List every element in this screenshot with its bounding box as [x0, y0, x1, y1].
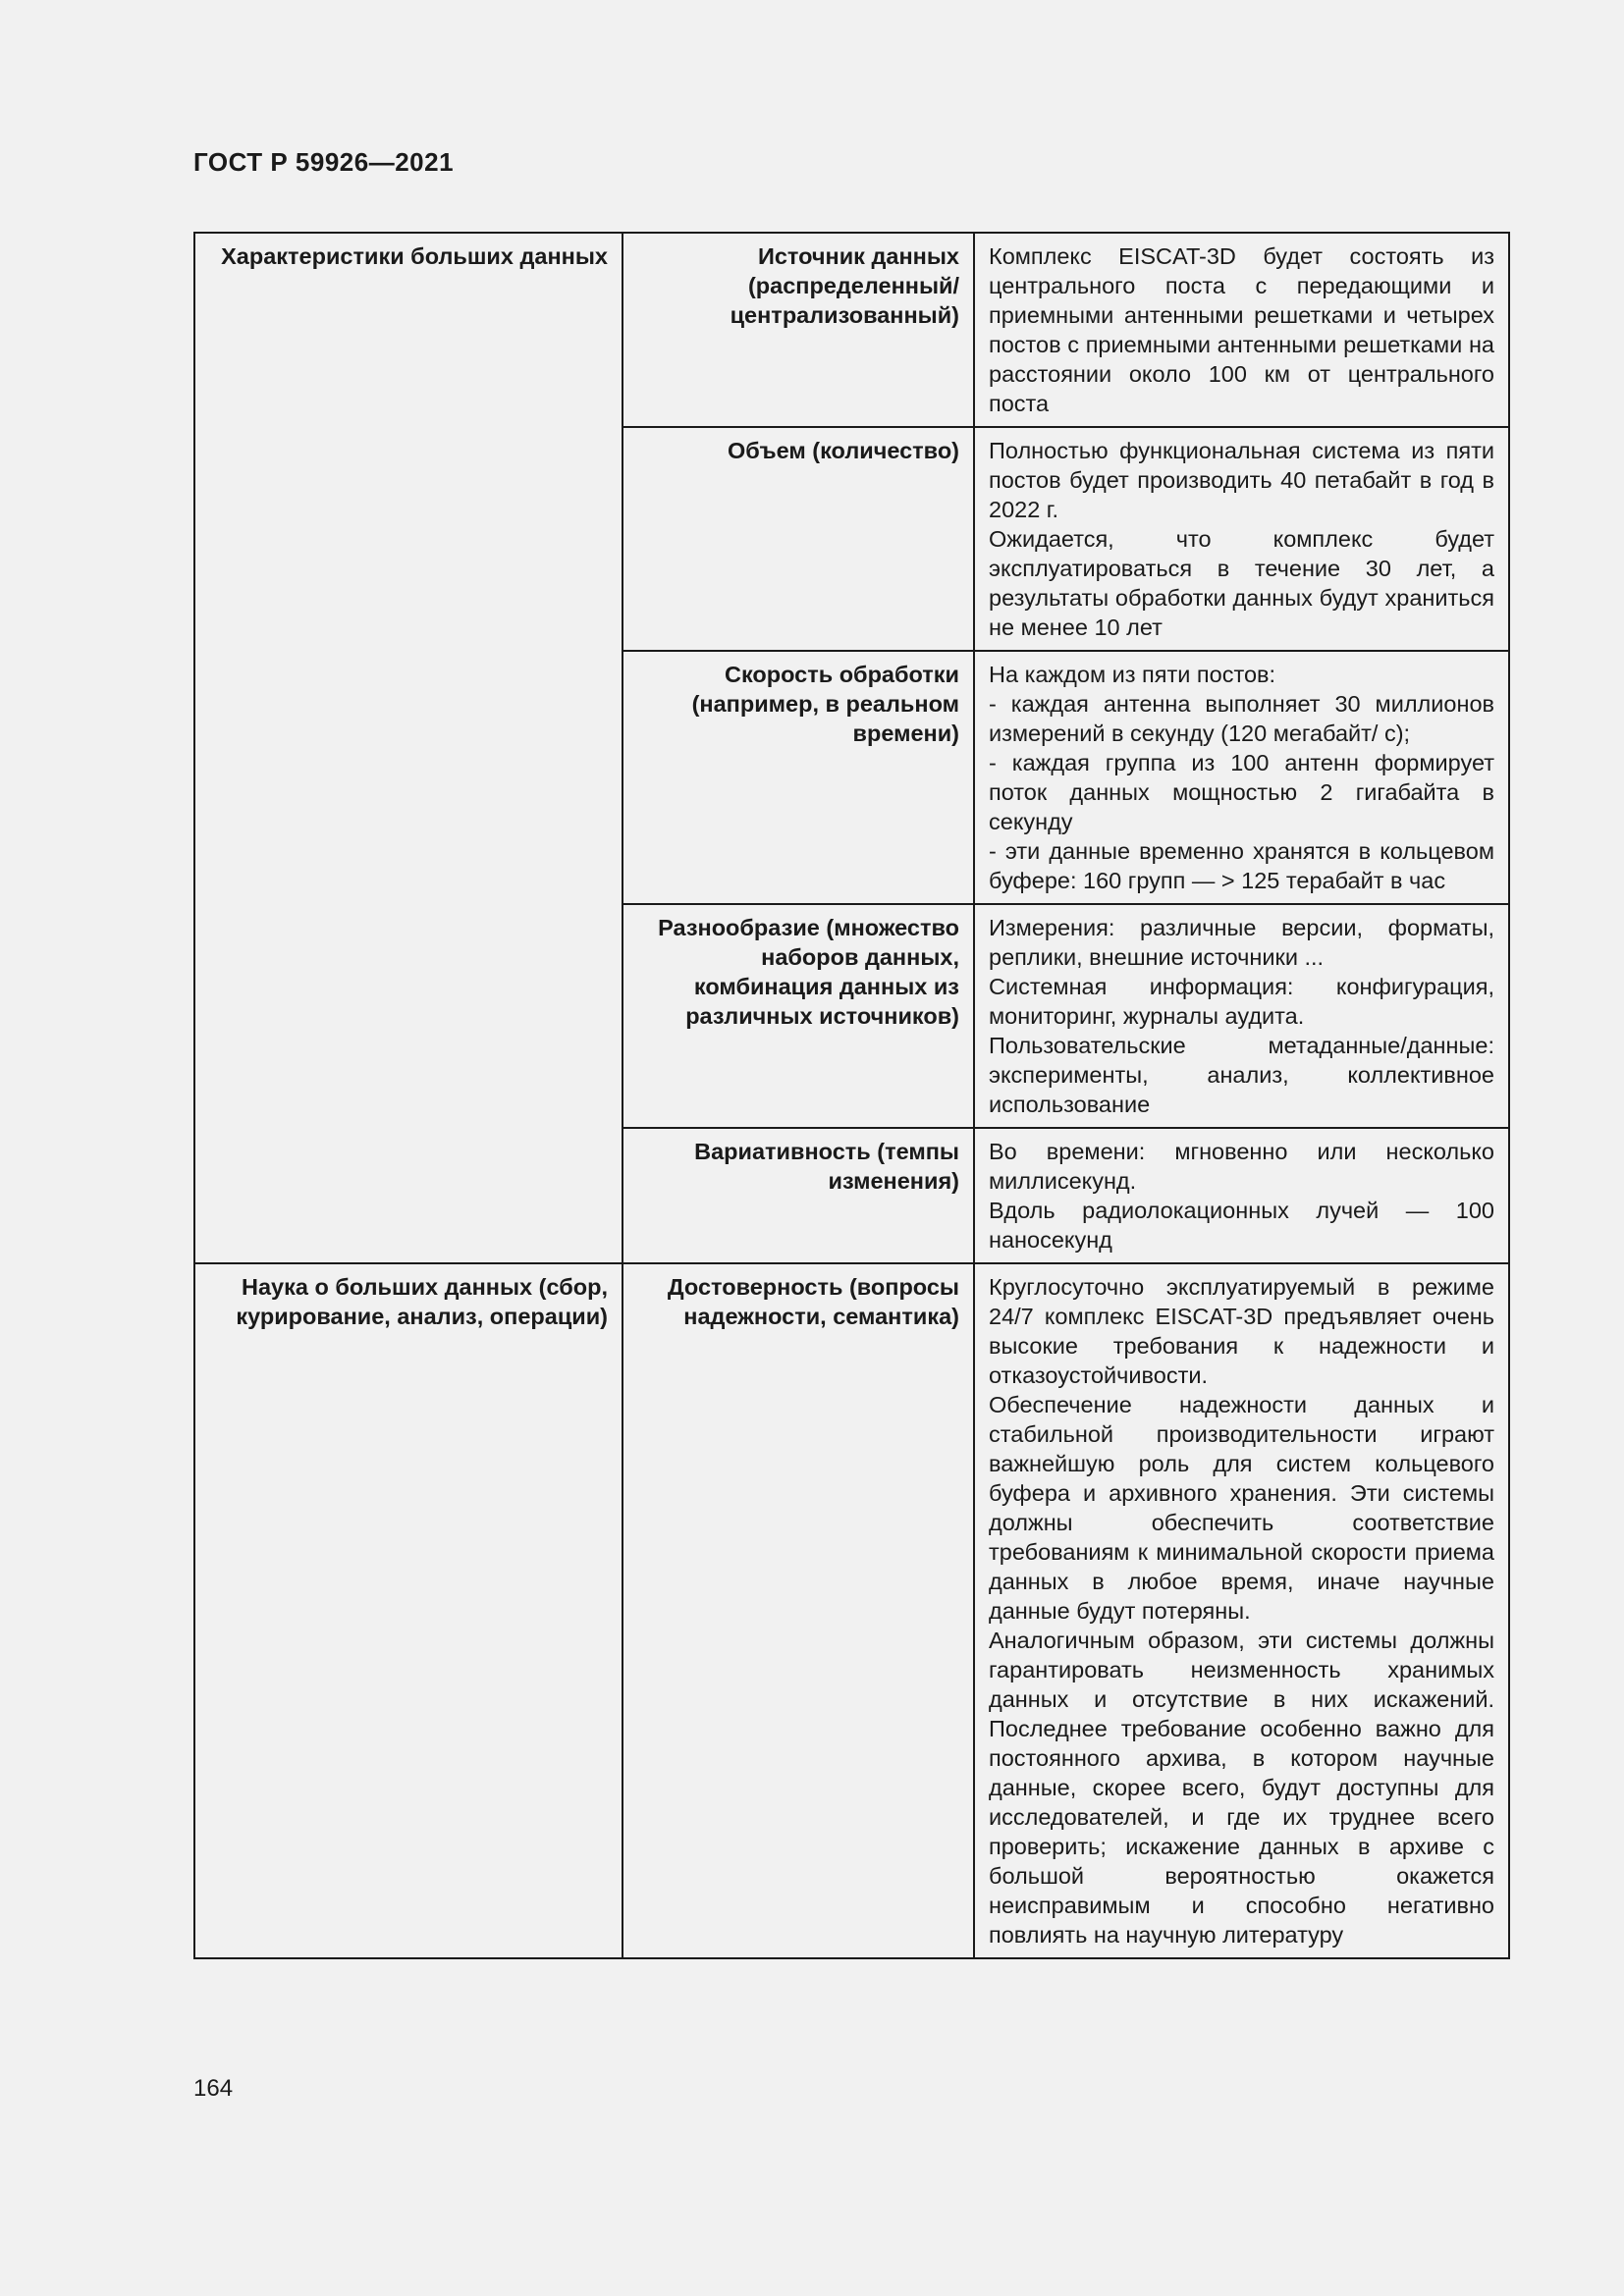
description-paragraph: Полностью функциональная система из пяти постов будет производить 40 петабайт в год в 2022 г. [989, 438, 1494, 522]
description-paragraph: Системная информация: конфигурация, мониторинг, журналы аудита. [989, 974, 1494, 1029]
description-paragraph: - каждая группа из 100 антенн формирует поток данных мощностью 2 гигабайта в секунду [989, 750, 1494, 834]
parameter-cell: Скорость обработки (например, в реальном времени) [623, 651, 974, 904]
page-number: 164 [193, 2075, 234, 2102]
parameter-cell: Объем (количество) [623, 427, 974, 651]
description-paragraph: Ожидается, что комплекс будет эксплуатироваться в течение 30 лет, а результаты обработки данных будут храниться не менее 10 лет [989, 526, 1494, 640]
description-paragraph: Измерения: различные версии, форматы, реплики, внешние источники ... [989, 915, 1494, 970]
description-paragraph: - эти данные временно хранятся в кольцевом буфере: 160 групп — > 125 терабайт в час [989, 838, 1494, 893]
category-cell: Наука о больших данных (сбор, курирование, анализ, операции) [194, 1263, 623, 1958]
description-cell [974, 1263, 1509, 1958]
parameter-cell: Источник данных (распределенный/ централизованный) [623, 233, 974, 427]
description-paragraph: Аналогичным образом, эти системы должны гарантировать неизменность хранимых данных и отсутствие в них искажений. Последнее требование особенно важно для постоянного архива, в котором научные данные, скорее всего, будут доступны для исследователей, и где их труднее всего проверить; искажение данных в архиве с большой вероятностью окажется неисправимым и способно негативно повлиять на научную литературу [989, 1628, 1494, 1948]
description-paragraph: Обеспечение надежности данных и стабильной производительности играют важнейшую роль для систем кольцевого буфера и архивного хранения. Эти системы должны обеспечить соответствие требованиям к минимальной скорости приема данных в любое время, иначе научные данные будут потеряны. [989, 1392, 1494, 1624]
category-cell: Характеристики больших данных [194, 233, 623, 1263]
description-paragraph: - каждая антенна выполняет 30 миллионов измерений в секунду (120 мегабайт/ с); [989, 691, 1494, 746]
description-paragraph: Во времени: мгновенно или несколько миллисекунд. [989, 1139, 1494, 1194]
parameter-cell: Вариативность (темпы изменения) [623, 1128, 974, 1263]
description-paragraph: Пользовательские метаданные/данные: эксперименты, анализ, коллективное использование [989, 1033, 1494, 1117]
description-paragraph: Комплекс EISCAT-3D будет состоять из центрального поста с передающими и приемными антенными решетками и четырех постов с приемными антенными решетками на расстоянии около 100 км от центрального поста [989, 243, 1494, 416]
description-cell [974, 904, 1509, 1128]
document-header: ГОСТ Р 59926—2021 [193, 147, 455, 177]
requirements-table [193, 232, 1510, 1959]
description-paragraph: Вдоль радиолокационных лучей — 100 наносекунд [989, 1198, 1494, 1253]
description-paragraph: Круглосуточно эксплуатируемый в режиме 24/7 комплекс EISCAT-3D предъявляет очень высокие требования к надежности и отказоустойчивости. [989, 1274, 1494, 1388]
table-row [194, 1263, 1509, 1958]
parameter-cell: Разнообразие (множество наборов данных, комбинация данных из различных источников) [623, 904, 974, 1128]
description-paragraph: На каждом из пяти постов: [989, 662, 1276, 687]
description-cell [974, 1128, 1509, 1263]
description-cell [974, 651, 1509, 904]
description-cell [974, 427, 1509, 651]
table-row [194, 233, 1509, 427]
description-cell [974, 233, 1509, 427]
parameter-cell: Достоверность (вопросы надежности, семантика) [623, 1263, 974, 1958]
